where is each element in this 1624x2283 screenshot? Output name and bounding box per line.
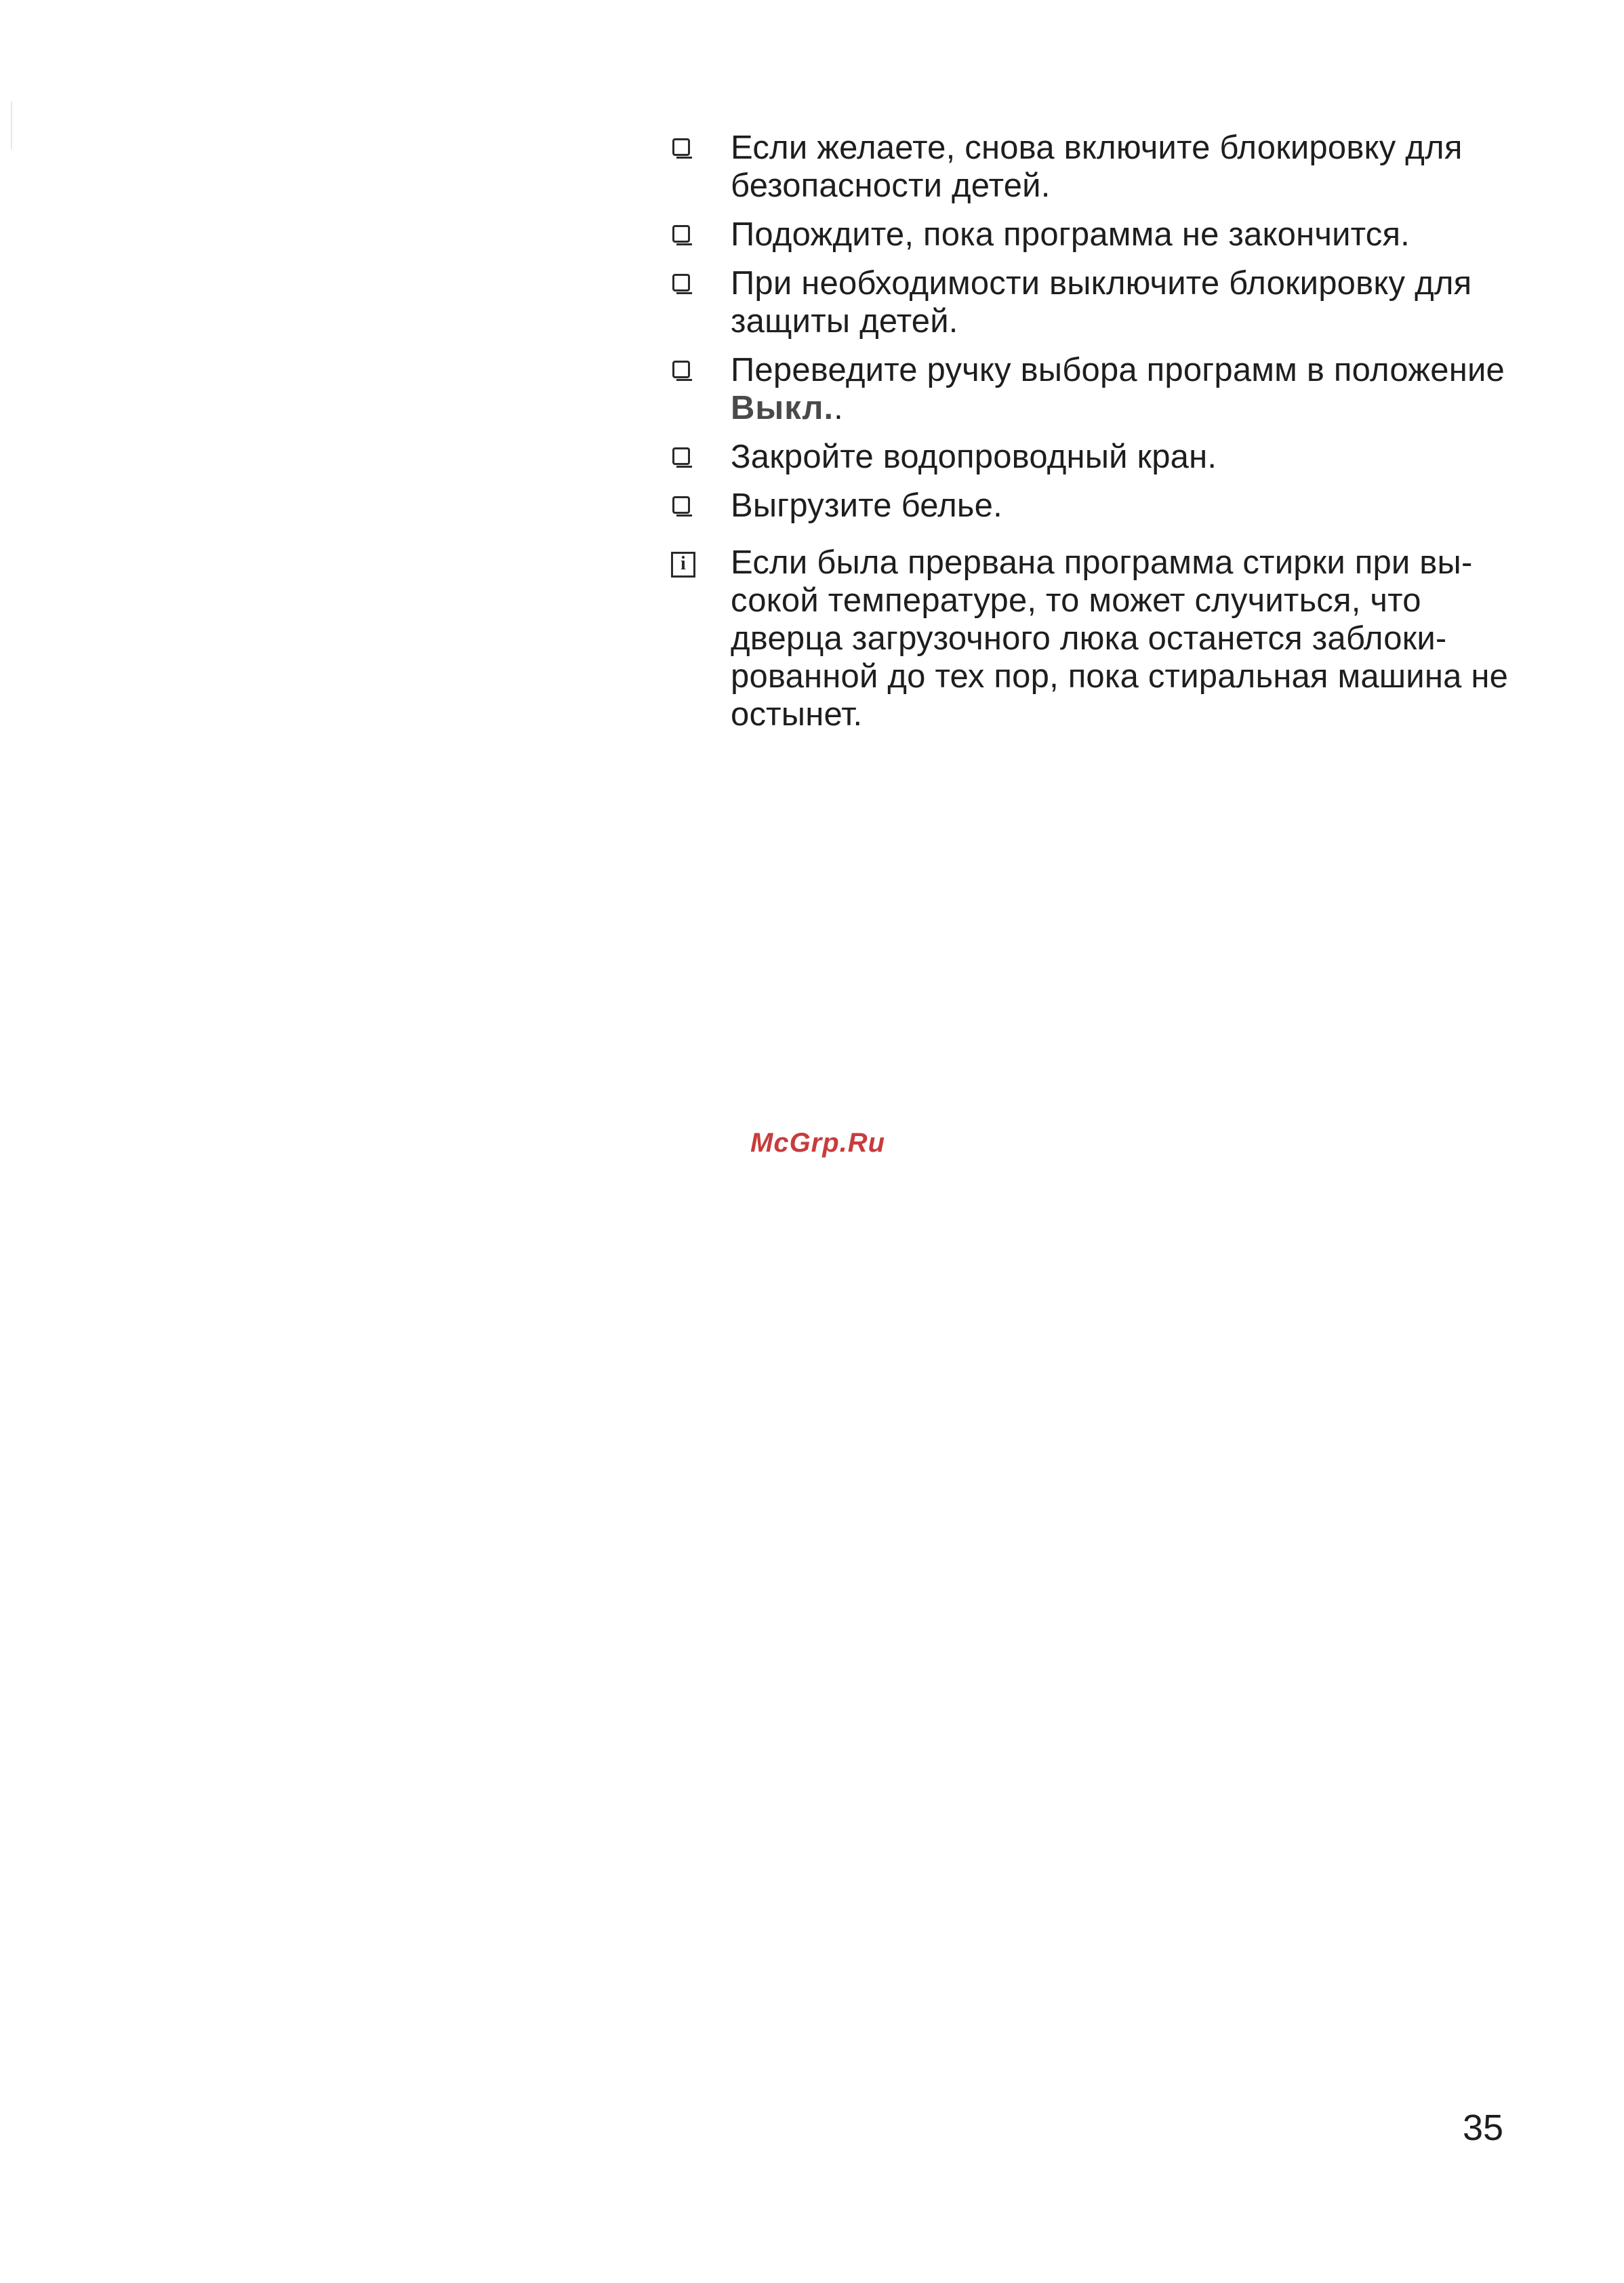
- list-item: [668, 487, 1525, 525]
- list-item: [668, 264, 1525, 340]
- checkbox-icon: [672, 225, 690, 243]
- checkbox-icon: [672, 361, 690, 378]
- scan-margin-mark: [11, 102, 12, 149]
- list-item: [668, 129, 1525, 205]
- checkbox-icon: [672, 496, 690, 514]
- instruction-list: [668, 129, 1525, 744]
- checkbox-icon: [672, 138, 690, 156]
- program-position-label: Выкл.: [731, 390, 834, 426]
- watermark: McGrp.Ru: [750, 1128, 886, 1158]
- checkbox-icon: [672, 447, 690, 465]
- list-item-text: Подождите, пока программа не закончится.: [731, 216, 1410, 253]
- list-item-text-end: .: [834, 390, 843, 426]
- info-note-text: Если была прервана программа стирки при высокой температуре, то может случиться, что дверца загрузочного люка останется заблокированной до тех пор, пока стиральная машина не остынет.: [731, 544, 1509, 733]
- list-item-text: Выгрузите белье.: [731, 487, 1002, 524]
- page-number: 35: [1463, 2107, 1504, 2148]
- info-note: [668, 544, 1525, 733]
- list-item: [668, 438, 1525, 476]
- list-item-text: При необходимости выключите блокировку для защиты детей.: [731, 265, 1472, 340]
- checkbox-icon: [672, 274, 690, 291]
- list-item: [668, 216, 1525, 254]
- list-item: [668, 351, 1525, 427]
- list-item-text: Закройте водопроводный кран.: [731, 439, 1217, 475]
- list-item-text: Переведите ручку выбора программ в положение: [731, 352, 1505, 388]
- list-item-text: Если желаете, снова включите блокировку для безопасности детей.: [731, 129, 1463, 204]
- info-icon: i: [671, 552, 695, 578]
